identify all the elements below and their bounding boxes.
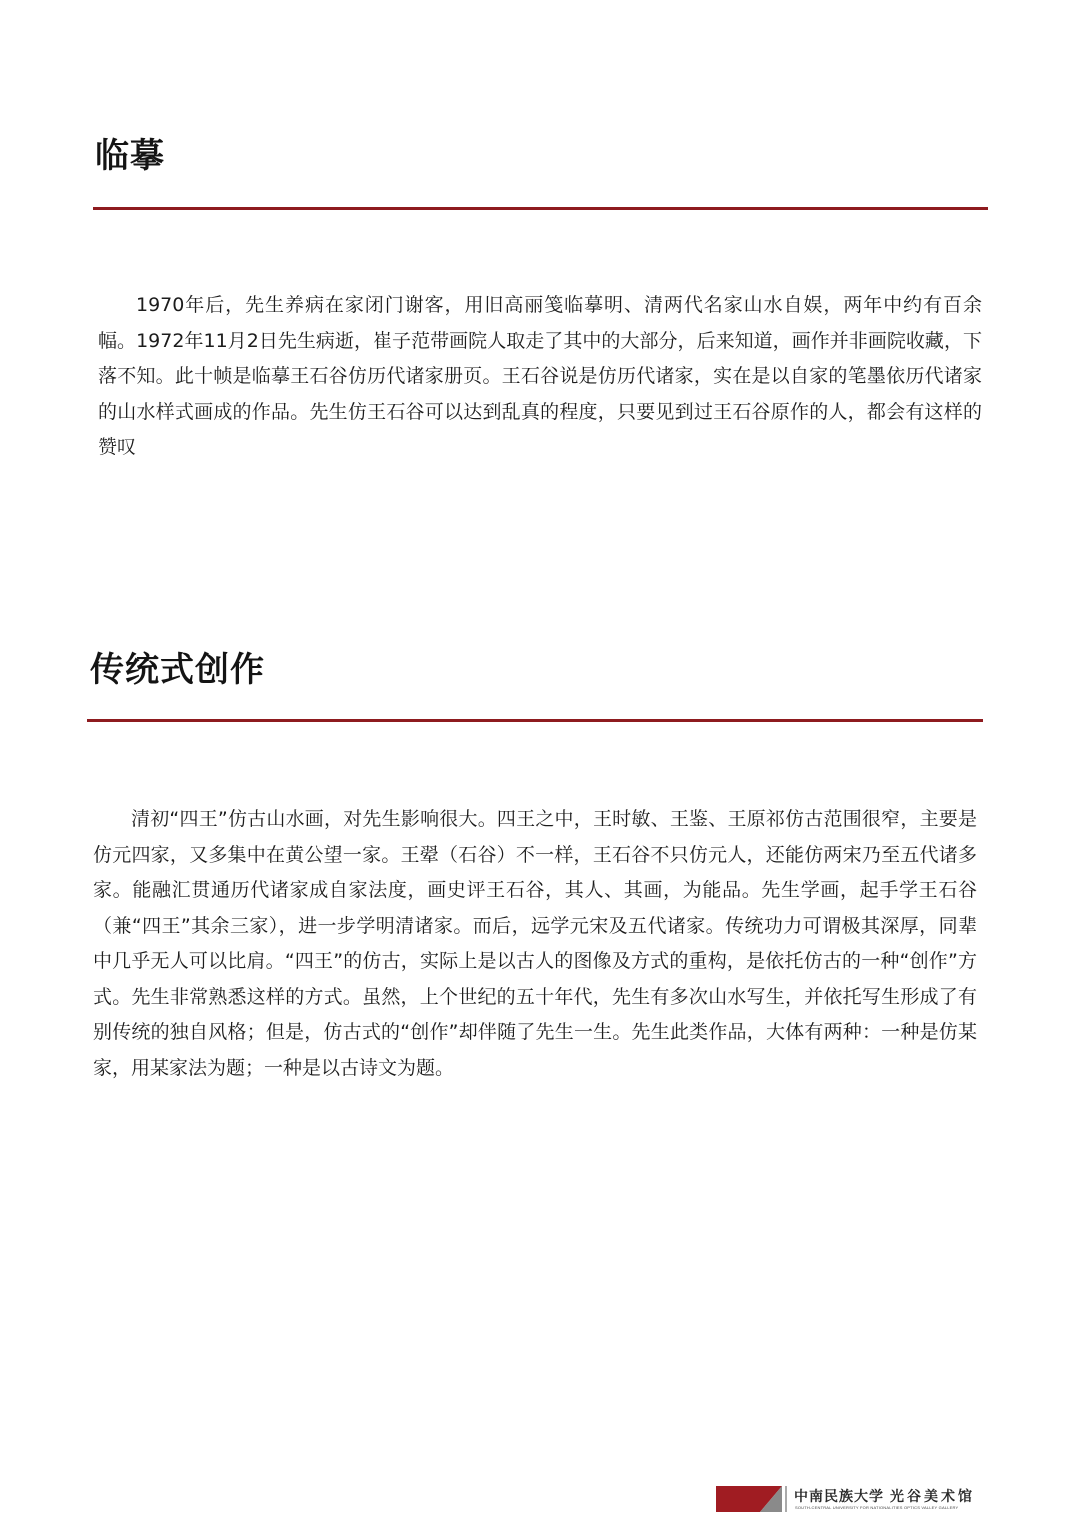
logo-university-name: 中南民族大学 [794,1489,884,1505]
section-paragraph-traditional-creation: 清初“四王”仿古山水画，对先生影响很大。四王之中，王时敏、王鉴、王原祁仿古范围很窄，主要是仿元四家，又多集中在黄公望一家。王翚（石谷）不一样，王石谷不只仿元人，还能仿两宋乃至五代诸多家。能融汇贯通历代诸家成自家法度，画史评王石谷，其人、其画，为能品。先生学画，起手学王石谷（兼“四王”其余三家），进一步学明清诸家。而后，远学元宋及五代诸家。传统功力可谓极其深厚，同辈中几乎无人可以比肩。“四王”的仿古，实际上是以古人的图像及方式的重构，是依托仿古的一种“创作”方式。先生非常熟悉这样的方式。虽然，上个世纪的五十年代，先生有多次山水写生，并依托写生形成了有别传统的独自风格；但是，仿古式的“创作”却伴随了先生一生。先生此类作品，大体有两种：一种是仿某家，用某家法为题；一种是以古诗文为题。 [93,808,977,1079]
section-title-traditional-creation: 传统式创作 [90,650,265,690]
gallery-logo [716,1484,986,1514]
logo-gallery-name: 光谷美术馆 [890,1489,975,1505]
logo-mark-icon [716,1484,788,1514]
section-divider [87,719,983,722]
section-paragraph-copying: 1970年后，先生养病在家闭门谢客，用旧高丽笺临摹明、清两代名家山水自娱，两年中约有百余幅。1972年11月2日先生病逝，崔子范带画院人取走了其中的大部分，后来知道，画作并非画院收藏，下落不知。此十帧是临摹王石谷仿历代诸家册页。王石谷说是仿历代诸家，实在是以自家的笔墨依历代诸家的山水样式画成的作品。先生仿王石谷可以达到乱真的程度，只要见到过王石谷原作的人，都会有这样的赞叹 [98,294,982,458]
section-title-copying: 临摹 [95,136,165,176]
logo-wordmark-cn [794,1486,975,1506]
section-divider [93,207,988,210]
logo-english-name: SOUTH-CENTRAL UNIVERSITY FOR NATIONALITIES OPTICS VALLEY GALLERY [795,1505,959,1510]
